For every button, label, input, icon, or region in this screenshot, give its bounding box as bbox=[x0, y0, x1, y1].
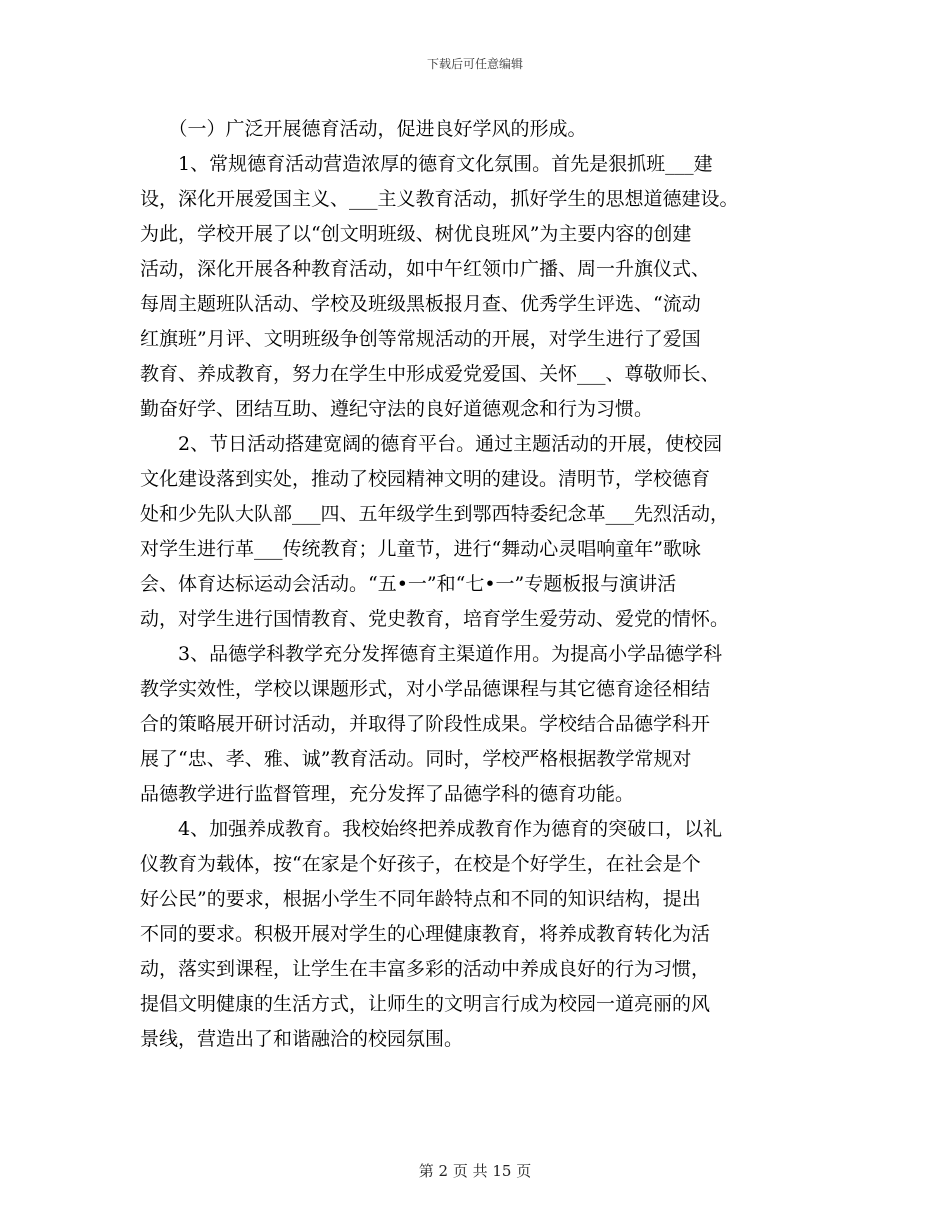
body-line: 处和少先队大队部___四、五年级学生到鄂西特委纪念革___先烈活动， bbox=[140, 503, 730, 525]
body-line: 会、体育达标运动会活动。“五•一”和“七•一”专题板报与演讲活 bbox=[140, 573, 677, 595]
body-line: （一）广泛开展德育活动，促进良好学风的形成。 bbox=[140, 118, 587, 140]
page-header: 下载后可任意编辑 bbox=[426, 57, 523, 71]
document-body bbox=[140, 112, 820, 1057]
body-line: 好公民”的要求，根据小学生不同年龄特点和不同的知识结构，提出 bbox=[140, 888, 701, 910]
body-line: 景线，营造出了和谐融洽的校园氛围。 bbox=[140, 1028, 464, 1050]
body-line: 仪教育为载体，按“在家是个好孩子，在校是个好学生，在社会是个 bbox=[140, 853, 701, 875]
body-line: 红旗班”月评、文明班级争创等常规活动的开展，对学生进行了爱国 bbox=[140, 328, 701, 350]
body-line: 不同的要求。积极开展对学生的心理健康教育，将养成教育转化为活 bbox=[140, 923, 711, 945]
body-line: 4、加强养成教育。我校始终把养成教育作为德育的突破口，以礼 bbox=[140, 818, 723, 840]
body-line: 动，对学生进行国情教育、党史教育，培育学生爱劳动、爱党的情怀。 bbox=[140, 608, 730, 630]
body-line: 为此，学校开展了以“创文明班级、树优良班风”为主要内容的创建 bbox=[140, 223, 692, 245]
body-line: 教育、养成教育，努力在学生中形成爱党爱国、关怀___、尊敬师长、 bbox=[140, 363, 720, 385]
body-line: 教学实效性，学校以课题形式，对小学品德课程与其它德育途径相结 bbox=[140, 678, 711, 700]
body-line: 动，落实到课程，让学生在丰富多彩的活动中养成良好的行为习惯， bbox=[140, 958, 711, 980]
body-line: 展了“忠、孝、雅、诚”教育活动。同时，学校严格根据教学常规对 bbox=[140, 748, 692, 770]
body-line: 设，深化开展爱国主义、___主义教育活动，抓好学生的思想道德建设。 bbox=[140, 188, 739, 210]
body-line: 勤奋好学、团结互助、遵纪守法的良好道德观念和行为习惯。 bbox=[140, 398, 654, 420]
body-line: 3、品德学科教学充分发挥德育主渠道作用。为提高小学品德学科 bbox=[140, 643, 723, 665]
body-line: 品德教学进行监督管理，充分发挥了品德学科的德育功能。 bbox=[140, 783, 635, 805]
body-line: 1、常规德育活动营造浓厚的德育文化氛围。首先是狠抓班___建 bbox=[140, 153, 713, 175]
body-line: 2、节日活动搭建宽阔的德育平台。通过主题活动的开展，使校园 bbox=[140, 433, 723, 455]
body-line: 活动，深化开展各种教育活动，如中午红领巾广播、周一升旗仪式、 bbox=[140, 258, 711, 280]
body-line: 合的策略展开研讨活动，并取得了阶段性成果。学校结合品德学科开 bbox=[140, 713, 711, 735]
body-line: 对学生进行革___传统教育；儿童节，进行“舞动心灵唱响童年”歌咏 bbox=[140, 538, 701, 560]
body-line: 提倡文明健康的生活方式，让师生的文明言行成为校园一道亮丽的风 bbox=[140, 993, 711, 1015]
body-line: 文化建设落到实处，推动了校园精神文明的建设。清明节，学校德育 bbox=[140, 468, 711, 490]
page-footer: 第 2 页 共 15 页 bbox=[418, 1162, 532, 1180]
body-line: 每周主题班队活动、学校及班级黑板报月查、优秀学生评选、“流动 bbox=[140, 293, 701, 315]
